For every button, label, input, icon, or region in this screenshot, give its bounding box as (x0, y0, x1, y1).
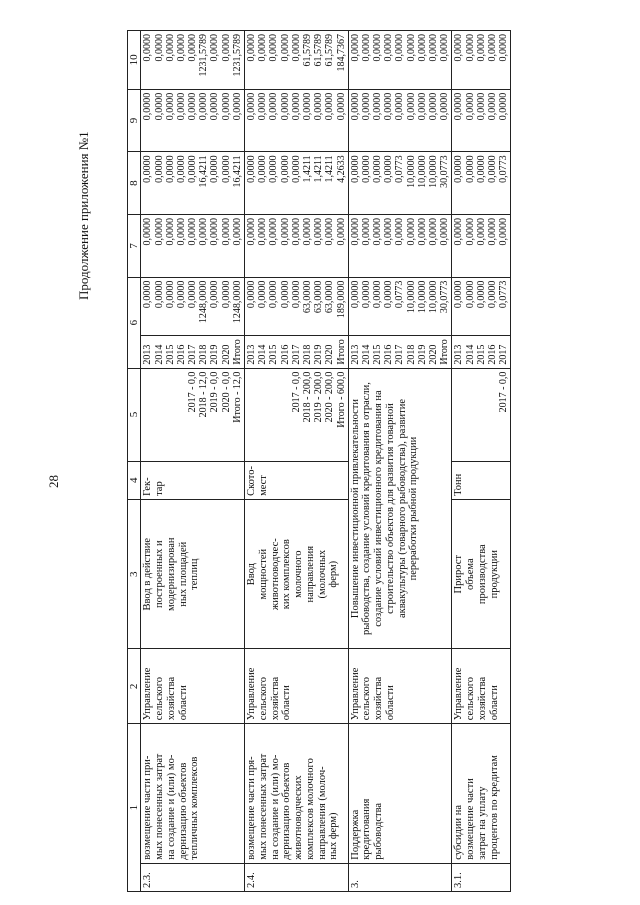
col9-values: 0,0000 0,0000 0,0000 0,0000 0,0000 0,0000 0,0000 0,0000 0,0000 (141, 89, 245, 152)
header-cell: 4 (128, 461, 141, 499)
header-cell: 6 (128, 277, 141, 368)
unit: Ското- мест (245, 461, 349, 499)
measure-name: Поддержка кредитования рыбоводства (348, 724, 452, 863)
page-number: 28 (46, 475, 61, 488)
col7-values: 0,0000 0,0000 0,0000 0,0000 0,0000 0,0000 0,0000 0,0000 0,0000 (141, 214, 245, 277)
header-cell: 10 (128, 31, 141, 90)
col6-values: 0,0000 0,0000 0,0000 0,0000 0,0000 1248,0000 0,0000 0,0000 1248,0000 (141, 277, 245, 336)
rotated-table-wrapper (127, 30, 602, 892)
executor: Управление сельского хозяйства области (348, 649, 452, 724)
years: 2013 2014 2015 2016 2017 (452, 336, 511, 368)
col8-values: 0,0000 0,0000 0,0000 0,0000 0,0773 10,0000 10,0000 10,0000 30,0773 (348, 152, 452, 215)
col10-values: 0,0000 0,0000 0,0000 0,0000 0,0000 61,5789 61,5789 61,5789 184,7367 (245, 31, 349, 90)
years: 2013 2014 2015 2016 2017 2018 2019 2020 Итого (348, 336, 452, 368)
col6-values: 0,0000 0,0000 0,0000 0,0000 0,0773 10,0000 10,0000 10,0000 30,0773 (348, 277, 452, 336)
table-row (245, 31, 349, 892)
indicator: Повышение инвестиционной привлекательности рыбоводства, создание условий кредитования в отрасли, создание условий инвестиционного кредитования на строительство объектов для развития товарной аквакультуры (товарного рыбоводства), развитие переработки рыбной продукции (348, 368, 452, 649)
row-number: 3.1. (452, 863, 511, 891)
measure-name: субсидии на возмещение части затрат на уплату процентов по кредитам (452, 724, 511, 863)
col8-values: 0,0000 0,0000 0,0000 0,0000 0,0000 16,4211 0,0000 0,0000 16,4211 (141, 152, 245, 215)
page-caption: Продолжение приложения №1 (76, 131, 91, 300)
target-values: 2017 - 0,0 2018 - 200,0 2019 - 200,0 2020 - 200,0 Итого - 600,0 (245, 368, 349, 461)
unit: Тонн (452, 461, 511, 499)
col9-values: 0,0000 0,0000 0,0000 0,0000 0,0000 (452, 89, 511, 152)
row-number: 2.3. (141, 863, 245, 891)
row-number: 2.4. (245, 863, 349, 891)
indicator: Ввод в действие построенных и модернизирован ных площадей теплиц (141, 499, 245, 649)
col9-values: 0,0000 0,0000 0,0000 0,0000 0,0000 0,0000 0,0000 0,0000 0,0000 (348, 89, 452, 152)
header-cell: 9 (128, 89, 141, 152)
col10-values: 0,0000 0,0000 0,0000 0,0000 0,0000 0,0000 0,0000 0,0000 0,0000 (348, 31, 452, 90)
header-cell: 3 (128, 499, 141, 649)
row-number: 3. (348, 863, 452, 891)
col9-values: 0,0000 0,0000 0,0000 0,0000 0,0000 0,0000 0,0000 0,0000 0,0000 (245, 89, 349, 152)
unit: Гек- тар (141, 461, 245, 499)
col6-values: 0,0000 0,0000 0,0000 0,0000 0,0773 (452, 277, 511, 336)
target-values: 2017 - 0,0 2018 - 12,0 2019 - 0,0 2020 - 0,0 Итого - 12,0 (141, 368, 245, 461)
table-row (348, 31, 452, 892)
years: 2013 2014 2015 2016 2017 2018 2019 2020 Итого (245, 336, 349, 368)
measure-name: возмещение части при- мых понесенных затрат на создание и (или) мо- дернизацию объектов тепличных комплексов (141, 724, 245, 863)
years: 2013 2014 2015 2016 2017 2018 2019 2020 Итого (141, 336, 245, 368)
col7-values: 0,0000 0,0000 0,0000 0,0000 0,0000 0,0000 0,0000 0,0000 0,0000 (245, 214, 349, 277)
program-table (127, 30, 511, 892)
col7-values: 0,0000 0,0000 0,0000 0,0000 0,0000 0,0000 0,0000 0,0000 0,0000 (348, 214, 452, 277)
header-cell: 7 (128, 214, 141, 277)
target-values: 2017 - 0,0 (452, 368, 511, 461)
col8-values: 0,0000 0,0000 0,0000 0,0000 0,0773 (452, 152, 511, 215)
executor: Управление сельского хозяйства области (452, 649, 511, 724)
header-cell: 2 (128, 649, 141, 724)
measure-name: возмещение части пря- мых понесенных затрат на создание и (или) мо- дернизацию объектов животноводческих комплексов молочного направления (молоч- ных ферм) (245, 724, 349, 863)
header-cell: 5 (128, 368, 141, 461)
table-row (452, 31, 511, 892)
header-row (128, 31, 141, 892)
col10-values: 0,0000 0,0000 0,0000 0,0000 0,0000 (452, 31, 511, 90)
header-cell: 1 (128, 724, 141, 892)
col6-values: 0,0000 0,0000 0,0000 0,0000 0,0000 63,0000 63,0000 63,0000 189,0000 (245, 277, 349, 336)
indicator: Прирост объема производства продукции (452, 499, 511, 649)
col7-values: 0,0000 0,0000 0,0000 0,0000 0,0000 (452, 214, 511, 277)
col10-values: 0,0000 0,0000 0,0000 0,0000 0,0000 1231,5789 0,0000 0,0000 1231,5789 (141, 31, 245, 90)
col8-values: 0,0000 0,0000 0,0000 0,0000 0,0000 1,4211 1,4211 1,4211 4,2633 (245, 152, 349, 215)
executor: Управление сельского хозяйства области (141, 649, 245, 724)
table-row (141, 31, 245, 892)
indicator: Ввод мощностей животноводчес- ких комплексов молочного направления (молочных ферм) (245, 499, 349, 649)
header-cell: 8 (128, 152, 141, 215)
executor: Управление сельского хозяйства области (245, 649, 349, 724)
